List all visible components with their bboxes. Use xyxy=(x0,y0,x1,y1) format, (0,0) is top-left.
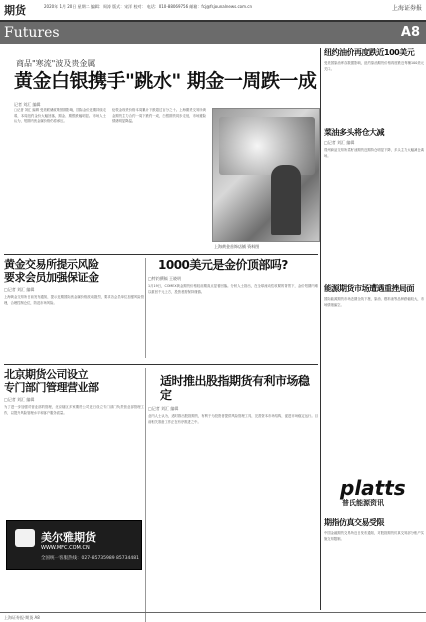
story-stock-index-futures-headline: 适时推出股指期货有利市场稳定 xyxy=(160,374,310,402)
lead-story-column-2: 伦敦金现货价格本周累计下跌超过百分之十。上海期货交易所黄金期货主力合约一周下跌约一成，白银期货同步走低，市场避险情绪明显降温。 xyxy=(112,108,206,124)
futures-company-ad[interactable] xyxy=(6,520,142,570)
story-gold-price-top-headline: 1000美元是金价顶部吗? xyxy=(158,258,288,272)
side-story-index-simulation-body: 中国金融期货交易所近日发布通知，对股指期货仿真交易部分账户实施交易限制。 xyxy=(324,531,424,541)
side-story-rapeseed-oil-headline: 菜油多头将仓大减 xyxy=(324,128,384,137)
side-story-energy xyxy=(324,284,424,464)
side-story-rapeseed-oil-body: 郑州商品交易所菜籽油期货近期持仓明显下降，多头主力大幅减仓离场。 xyxy=(324,148,424,158)
section-title-cn: 期货 xyxy=(4,4,26,17)
ad-phone: 全国统一客服热线：027-85735989 85734481 xyxy=(41,556,139,561)
lead-story-byline: 记者 刘汇 编辑 xyxy=(14,102,41,107)
story-stock-index-futures-byline: □记者 刘汇 编辑 xyxy=(148,406,179,411)
divider-rule xyxy=(4,254,318,255)
photo-caption: 上海黄金首饰店铺 资料图 xyxy=(214,244,260,249)
masthead xyxy=(0,0,426,44)
side-story-energy-body: 国际能源期货市场近期全线下挫，原油、燃料油等品种跌幅较大，市场情绪偏空。 xyxy=(324,297,424,307)
newspaper-name: 上海证券报 xyxy=(391,5,422,12)
footer-text: 上海证券报·期货 A8 xyxy=(4,615,40,620)
story-beijing-futures-headline: 北京期货公司设立 专门部门管理营业部 xyxy=(4,368,99,394)
customer-figure-image xyxy=(271,165,301,235)
story-gold-exchange-headline: 黄金交易所提示风险 要求会员加强保证金 xyxy=(4,258,99,284)
side-story-energy-headline: 能源期货市场遭遇重挫局面 xyxy=(324,284,414,293)
side-column-divider xyxy=(320,48,321,610)
lead-story-column-1: □记者 刘汇 编辑 受美联储政策预期影响，国际金价近期持续走弱，本周纽约金价大幅回落，期金、期银跌幅明显。市场人士认为，短期内贵金属价格仍将承压。 xyxy=(14,108,106,124)
page-footer xyxy=(0,612,426,622)
story-gold-price-top xyxy=(148,258,318,360)
story-gold-exchange xyxy=(4,258,144,360)
side-story-index-simulation-headline: 期指仿真交易受限 xyxy=(324,518,384,527)
side-story-oil-body: 受美国原油库存数据影响，纽约原油期货价格再度跌近每桶100美元关口。 xyxy=(324,61,424,71)
section-title-en: Futures xyxy=(4,25,60,41)
page-number: A8 xyxy=(400,25,420,40)
story-gold-exchange-byline: □记者 刘汇 编辑 xyxy=(4,287,35,292)
story-stock-index-futures-body: 业内人士认为，适时推出股指期货，有利于为投资者提供风险管理工具，完善资本市场结构，促进市场稳定运行。目前相关准备工作正在有序推进之中。 xyxy=(148,414,318,424)
story-gold-price-top-byline: □特约撰稿 王晓明 xyxy=(148,276,182,281)
lead-story-headline: 黄金白银携手"跳水" 期金一周跌一成 xyxy=(14,70,317,92)
jewelry-store-photo xyxy=(212,108,320,242)
side-story-oil xyxy=(324,48,424,122)
story-gold-price-top-body: 1月19日，COMEX黄金期货价格较前期高点显著回落。分析人士指出，在全球流动性收紧的背景下，金价短期内难以重回千元上方，投资者需保持谨慎。 xyxy=(148,284,318,294)
ad-url: WWW.MFC.COM.CN xyxy=(41,545,90,551)
side-story-oil-headline: 纽约油价再度跌近100美元 xyxy=(324,48,415,57)
divider-rule xyxy=(4,364,318,365)
lead-story-kicker: 商品"寒流"波及贵金属 xyxy=(16,59,96,68)
masthead-info-line: 2020年 1月 20日 星期二 编辑：周涛 版式：宋洋 校对： 电话：010-88069756 邮箱：fcj@fsjounalnews.com.cn xyxy=(44,4,252,9)
lead-story xyxy=(4,48,318,248)
story-beijing-futures-byline: □记者 刘汇 编辑 xyxy=(4,397,35,402)
ad-title: 美尔雅期货 xyxy=(41,531,96,544)
story-gold-exchange-body: 上海黄金交易所日前发布通知，提示近期国际贵金属价格波动剧烈，要求各会员单位加强风险管理，合理控制仓位，防范市场风险。 xyxy=(4,295,144,305)
display-case-image xyxy=(219,117,315,175)
column-divider xyxy=(145,368,146,622)
story-stock-index-futures xyxy=(148,368,318,622)
section-banner xyxy=(0,22,426,44)
column-divider xyxy=(145,258,146,358)
side-story-rapeseed-oil xyxy=(324,128,424,278)
platts-subtitle: 普氏能源资讯 xyxy=(342,499,384,507)
story-beijing-futures-body: 为了进一步加强对营业部的管理，北京辖区多家期货公司近日设立专门部门负责营业部管理工作，以提升风险管理水平和客户服务质量。 xyxy=(4,405,144,415)
side-story-rapeseed-oil-byline: □记者 刘汇 编辑 xyxy=(324,140,355,145)
platts-logo: platts xyxy=(340,476,406,500)
ad-logo-icon xyxy=(15,529,35,547)
masthead-top-strip xyxy=(0,0,426,22)
side-story-index-simulation xyxy=(324,518,424,608)
